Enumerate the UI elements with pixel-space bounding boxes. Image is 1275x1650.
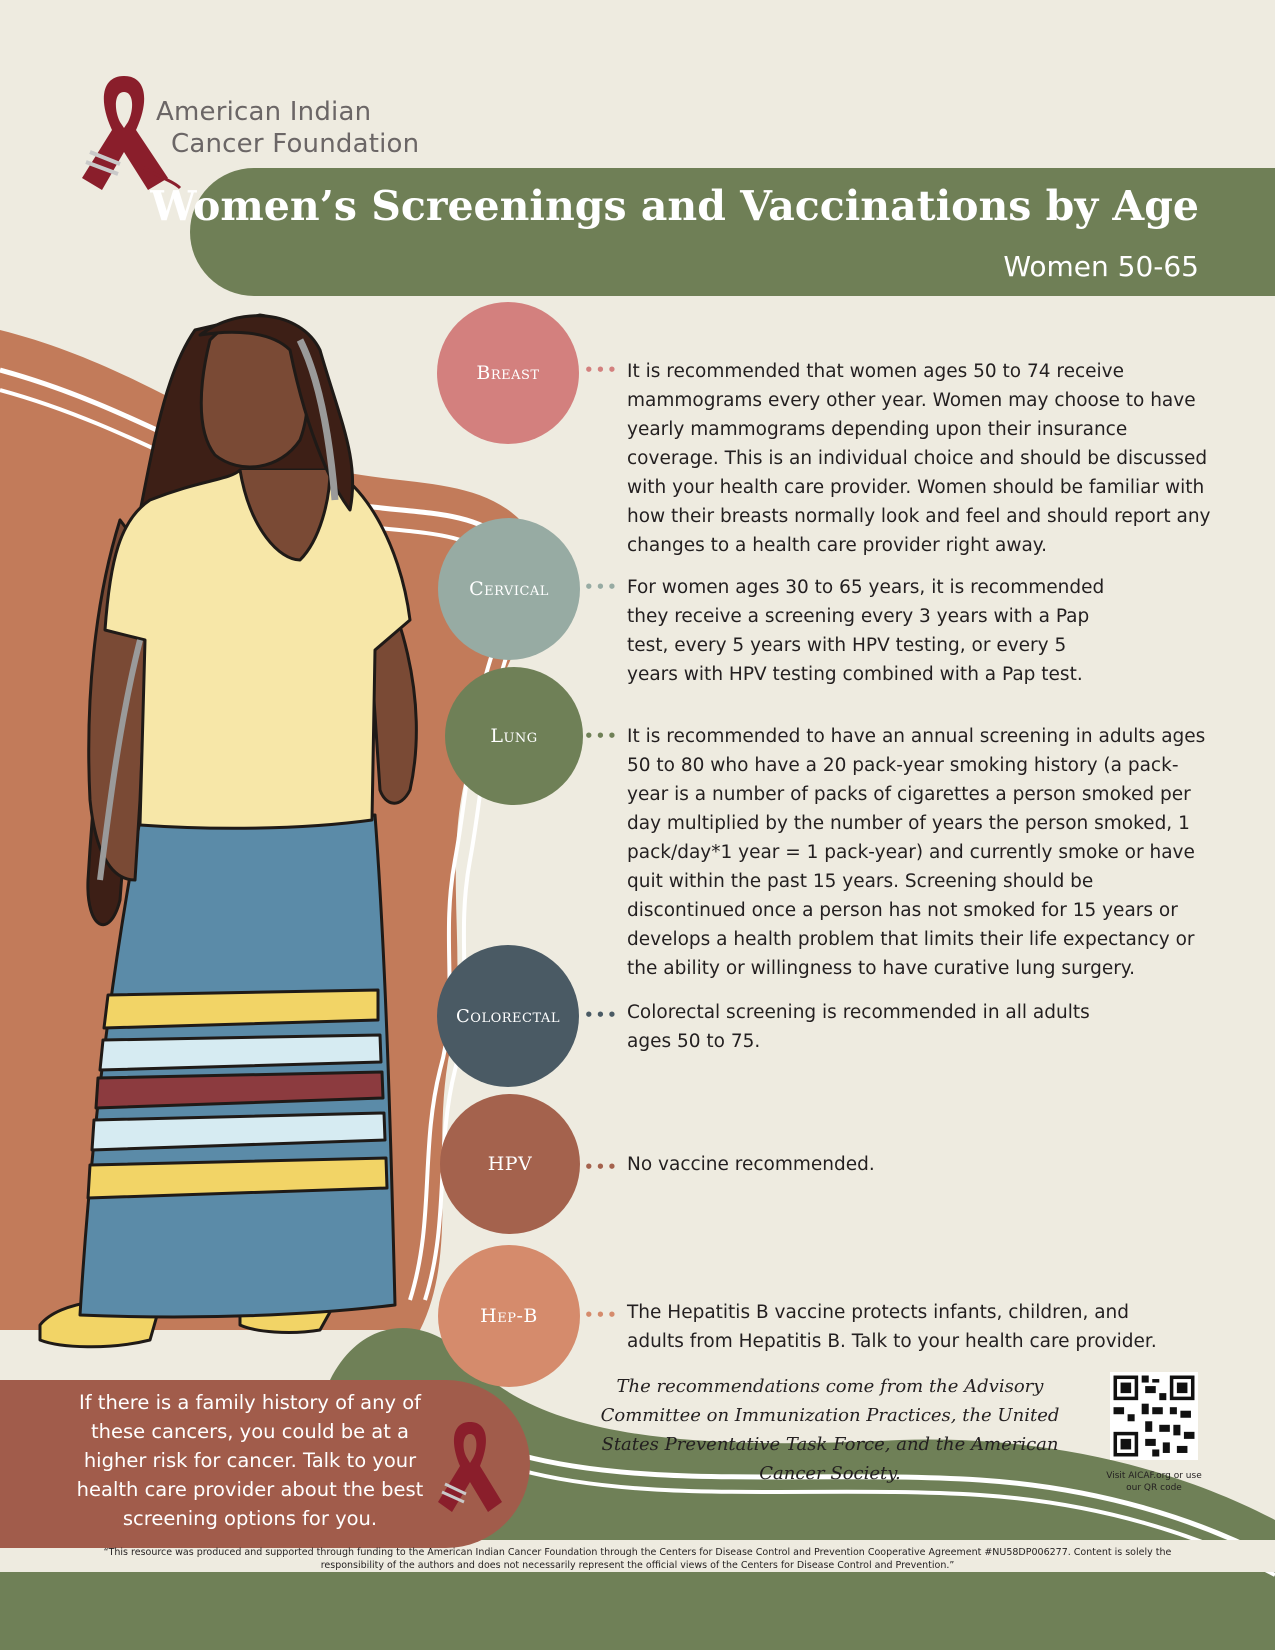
colorectal-label: Colorectal bbox=[456, 1005, 560, 1027]
awareness-ribbon-icon bbox=[430, 1418, 510, 1518]
qr-code[interactable] bbox=[1110, 1372, 1198, 1460]
title-banner bbox=[150, 168, 1275, 296]
hpv-dots: ••• bbox=[584, 1158, 619, 1176]
hepb-dots: ••• bbox=[584, 1306, 619, 1324]
family-history-box bbox=[0, 1380, 530, 1548]
colorectal-circle bbox=[437, 945, 579, 1087]
lung-description: It is recommended to have an annual screening in adults ages 50 to 80 who have a 20 pack-year smoking history (a pack-year is a number of packs of cigarettes a person smoked per day multiplied by the number of years the person smoked, 1 pack/day*1 year = 1 pack-year) and currently smoke or have quit within the past 15 years. Screening should be discontinued once a person has not smoked for 15 years or develops a health problem that limits their life expectancy or the ability or willingness to have curative lung surgery. bbox=[627, 726, 1206, 979]
family-history-text: If there is a family history of any of these cancers, you could be at a higher risk for cancer. Talk to your health care provider about the best screening options for you. bbox=[76, 1391, 424, 1530]
lung-dots: ••• bbox=[584, 727, 619, 745]
breast-label: Breast bbox=[476, 362, 540, 384]
lung-circle bbox=[445, 667, 583, 805]
cervical-dots: ••• bbox=[584, 578, 619, 596]
hpv-label: HPV bbox=[487, 1153, 533, 1175]
org-name-line2: Cancer Foundation bbox=[171, 129, 420, 159]
hepb-description: The Hepatitis B vaccine protects infants, children, and adults from Hepatitis B. Talk to your health care provider. bbox=[627, 1302, 1157, 1352]
colorectal-description: Colorectal screening is recommended in all adults ages 50 to 75. bbox=[627, 1002, 1090, 1052]
breast-description: It is recommended that women ages 50 to 74 receive mammograms every other year. Women may choose to have yearly mammograms depending upon their insurance coverage. This is an individual choice and should be discussed with your health care provider. Women should be familiar with how their breasts normally look and feel and should report any changes to a health care provider right away. bbox=[627, 361, 1211, 556]
breast-circle bbox=[437, 302, 579, 444]
org-name bbox=[156, 96, 419, 160]
cervical-description: For women ages 30 to 65 years, it is recommended they receive a screening every 3 years with a Pap test, every 5 years with HPV testing, or every 5 years with HPV testing combined with a Pap test. bbox=[627, 577, 1105, 685]
breast-dots: ••• bbox=[584, 361, 619, 379]
page-subtitle: Women 50-65 bbox=[1003, 250, 1199, 283]
hepb-label: Hep-B bbox=[480, 1305, 538, 1327]
source-note: The recommendations come from the Advisory Committee on Immunization Practices, the United States Preventative Task Force, and the American Cancer Society. bbox=[600, 1376, 1060, 1484]
funding-disclaimer: “This resource was produced and supported through funding to the American Indian Cancer Foundation through the Centers for Disease Control and Prevention Cooperative Agreement #NU58DP006277. Content is solely the responsibility of the authors and does not necessarily represent the official views of the Centers for Disease Control and Prevention.” bbox=[103, 1547, 1172, 1571]
lung-label: Lung bbox=[490, 725, 538, 747]
hpv-description: No vaccine recommended. bbox=[627, 1154, 875, 1175]
cervical-circle bbox=[438, 518, 580, 660]
qr-caption: Visit AICAF.org or use our QR code bbox=[1106, 1471, 1202, 1493]
hpv-circle bbox=[440, 1094, 580, 1234]
page-title: Women’s Screenings and Vaccinations by Age bbox=[150, 182, 1199, 230]
colorectal-dots: ••• bbox=[584, 1006, 619, 1024]
hepb-circle bbox=[438, 1245, 580, 1387]
cervical-label: Cervical bbox=[469, 578, 549, 600]
org-name-line1: American Indian bbox=[156, 97, 372, 127]
